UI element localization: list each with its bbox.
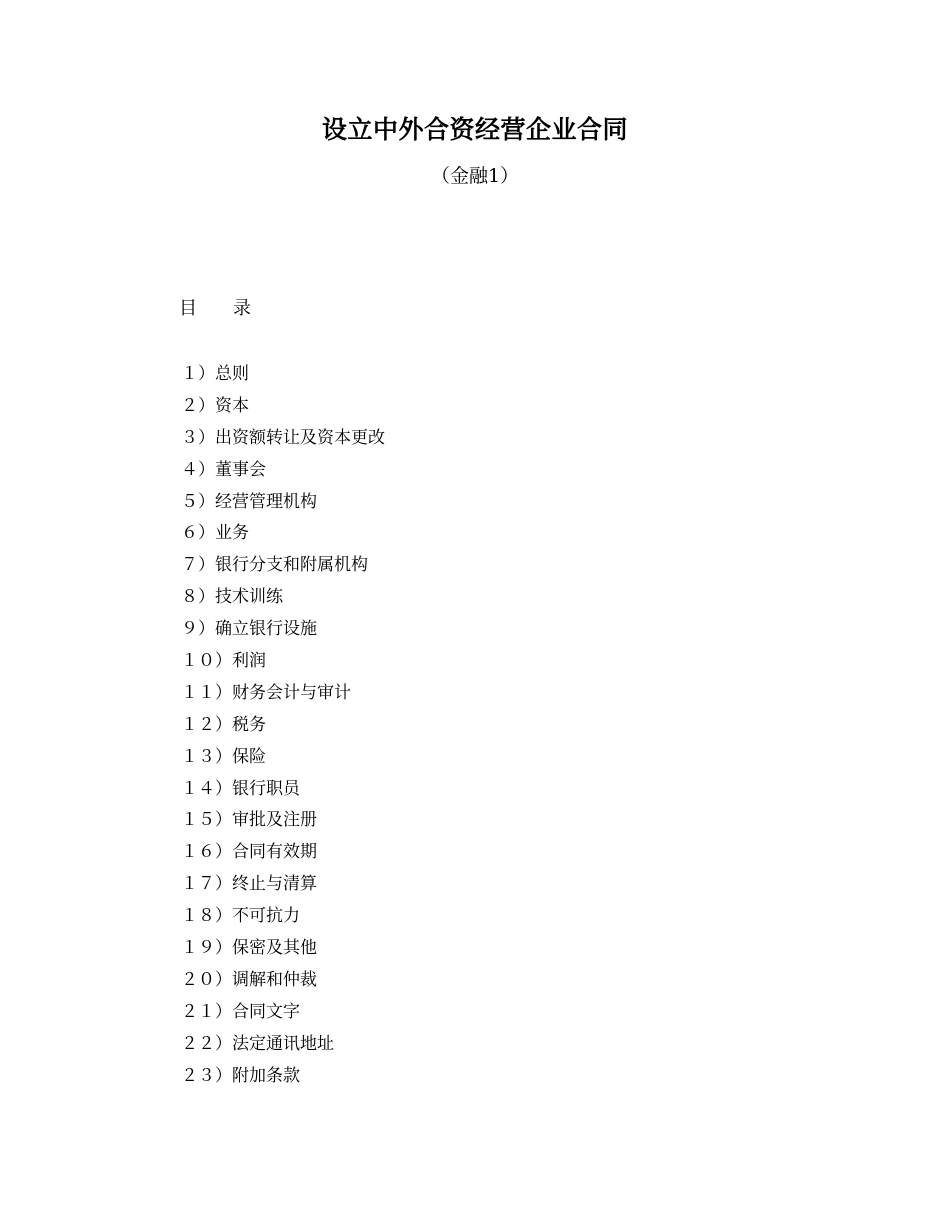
- toc-item: １１）财务会计与审计: [181, 682, 351, 703]
- toc-item: １０）利润: [181, 651, 266, 672]
- toc-item: １６）合同有效期: [181, 842, 317, 863]
- toc-item: ２２）法定通讯地址: [181, 1033, 334, 1054]
- toc-item: ３）出资额转让及资本更改: [181, 427, 385, 448]
- toc-item: ８）技术训练: [181, 587, 283, 608]
- toc-item: １５）审批及注册: [181, 810, 317, 831]
- toc-item: １９）保密及其他: [181, 938, 317, 959]
- toc-item: ９）确立银行设施: [181, 619, 317, 640]
- toc-item: ２１）合同文字: [181, 1001, 300, 1022]
- toc-list: [181, 360, 385, 1093]
- toc-item: ６）业务: [181, 523, 249, 544]
- toc-item: １８）不可抗力: [181, 906, 300, 927]
- toc-item: ２３）附加条款: [181, 1065, 300, 1086]
- document-subtitle: （金融1）: [430, 165, 520, 187]
- toc-item: ４）董事会: [181, 459, 266, 480]
- toc-item: ２）资本: [181, 395, 249, 416]
- toc-item: １２）税务: [181, 714, 266, 735]
- document-title: 设立中外合资经营企业合同: [321, 115, 628, 144]
- toc-item: １７）终止与清算: [181, 874, 317, 895]
- toc-item: １４）银行职员: [181, 778, 300, 799]
- toc-item: １３）保险: [181, 746, 266, 767]
- toc-item: ５）经营管理机构: [181, 491, 317, 512]
- toc-heading: 目 录: [179, 298, 251, 319]
- toc-item: ２０）调解和仲裁: [181, 969, 317, 990]
- toc-item: １）总则: [181, 364, 249, 384]
- toc-item: ７）银行分支和附属机构: [181, 555, 368, 576]
